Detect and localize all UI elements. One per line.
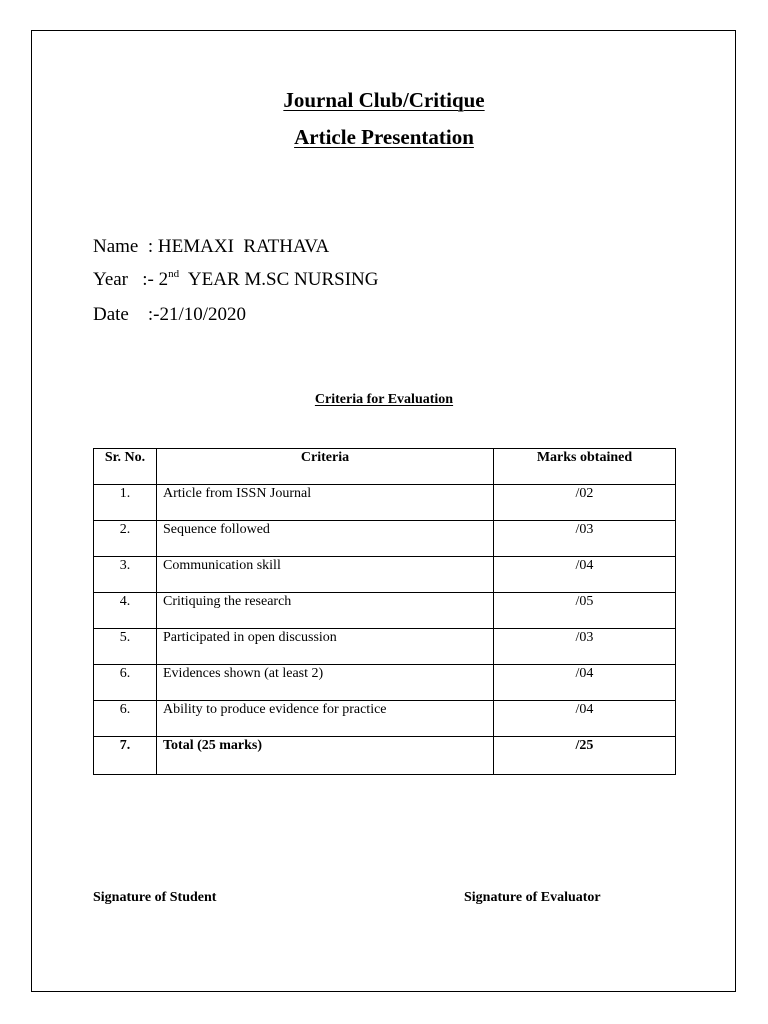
header-criteria: Criteria — [157, 449, 494, 485]
cell-sr: 6. — [94, 701, 157, 737]
date-row — [93, 304, 246, 326]
table-row — [94, 557, 676, 593]
cell-marks: /04 — [494, 701, 676, 737]
name-value: HEMAXI RATHAVA — [157, 236, 330, 257]
year-label: Year :- — [93, 269, 159, 290]
year-number: 2 — [158, 269, 169, 290]
table-row — [94, 485, 676, 521]
year-value: YEAR M.SC NURSING — [179, 269, 379, 290]
cell-criteria: Communication skill — [157, 557, 494, 593]
cell-marks: /02 — [494, 485, 676, 521]
criteria-heading: Criteria for Evaluation — [314, 392, 454, 407]
cell-sr: 1. — [94, 485, 157, 521]
table-row — [94, 593, 676, 629]
date-label: Date :- — [93, 304, 160, 325]
cell-criteria: Critiquing the research — [157, 593, 494, 629]
signature-evaluator: Signature of Evaluator — [464, 890, 601, 905]
cell-sr: 6. — [94, 665, 157, 701]
cell-criteria: Evidences shown (at least 2) — [157, 665, 494, 701]
cell-criteria: Ability to produce evidence for practice — [157, 701, 494, 737]
table-row — [94, 629, 676, 665]
evaluation-table — [93, 448, 676, 775]
cell-sr: 2. — [94, 521, 157, 557]
document-title: Journal Club/Critique — [283, 88, 485, 112]
cell-marks: /05 — [494, 593, 676, 629]
signature-student: Signature of Student — [93, 890, 217, 905]
document-subtitle: Article Presentation — [294, 125, 474, 149]
table-row — [94, 665, 676, 701]
table-header-row — [94, 449, 676, 485]
year-row — [93, 269, 378, 291]
table-total-row — [94, 737, 676, 775]
table-row — [94, 701, 676, 737]
name-label: Name : — [93, 236, 158, 257]
name-row — [93, 236, 329, 258]
cell-marks: /03 — [494, 521, 676, 557]
year-suffix: nd — [168, 268, 180, 280]
cell-sr: 5. — [94, 629, 157, 665]
cell-marks: /04 — [494, 557, 676, 593]
cell-criteria: Article from ISSN Journal — [157, 485, 494, 521]
cell-marks: /03 — [494, 629, 676, 665]
cell-marks: /04 — [494, 665, 676, 701]
cell-sr: 4. — [94, 593, 157, 629]
cell-sr: 7. — [94, 737, 157, 775]
header-marks: Marks obtained — [494, 449, 676, 485]
date-value: 21/10/2020 — [159, 304, 247, 325]
cell-sr: 3. — [94, 557, 157, 593]
cell-criteria: Sequence followed — [157, 521, 494, 557]
table-row — [94, 521, 676, 557]
cell-criteria: Total (25 marks) — [157, 737, 494, 775]
header-sr-no: Sr. No. — [94, 449, 157, 485]
cell-criteria: Participated in open discussion — [157, 629, 494, 665]
cell-marks: /25 — [494, 737, 676, 775]
